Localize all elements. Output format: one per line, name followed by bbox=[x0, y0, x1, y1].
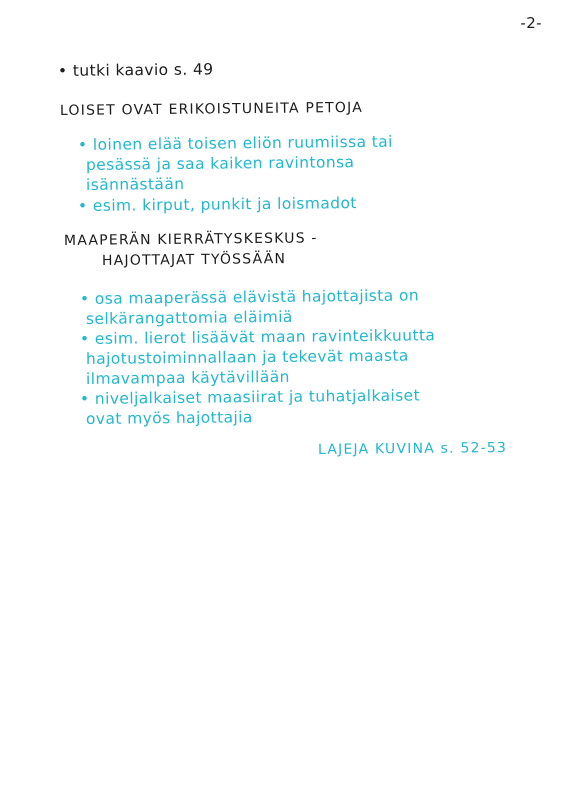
page-number: -2- bbox=[520, 14, 542, 32]
text-line: • loinen elää toisen eliön ruumiissa tai bbox=[77, 132, 393, 154]
text-line: isännästään bbox=[85, 174, 185, 194]
text-line: ilmavampaa käytävillään bbox=[85, 367, 290, 388]
text-line: • osa maaperässä elävistä hajottajista on bbox=[79, 286, 420, 308]
top-note: • tutki kaavio s. 49 bbox=[57, 60, 214, 80]
section-heading-parasites: LOISET OVAT ERIKOISTUNEITA PETOJA bbox=[59, 99, 364, 119]
text-line: selkärangattomia eläimiä bbox=[85, 307, 293, 328]
section-subheading-decomposers: HAJOTTAJAT TYÖSSÄÄN bbox=[101, 251, 287, 269]
reference-note: LAJEJA KUVINA s. 52-53 bbox=[317, 440, 508, 458]
section-heading-soil: MAAPERÄN KIERRÄTYSKESKUS - bbox=[63, 230, 318, 249]
text-line: ovat myös hajottajia bbox=[85, 408, 253, 428]
text-line: • esim. kirput, punkit ja loismadot bbox=[77, 194, 357, 215]
text-line: hajotustoiminnallaan ja tekevät maasta bbox=[85, 346, 409, 368]
text-line: pesässä ja saa kaiken ravintonsa bbox=[85, 153, 355, 174]
text-line: • esim. lierot lisäävät maan ravinteikkuutta bbox=[79, 326, 436, 348]
text-line: • niveljalkaiset maasiirat ja tuhatjalkaiset bbox=[79, 386, 421, 408]
